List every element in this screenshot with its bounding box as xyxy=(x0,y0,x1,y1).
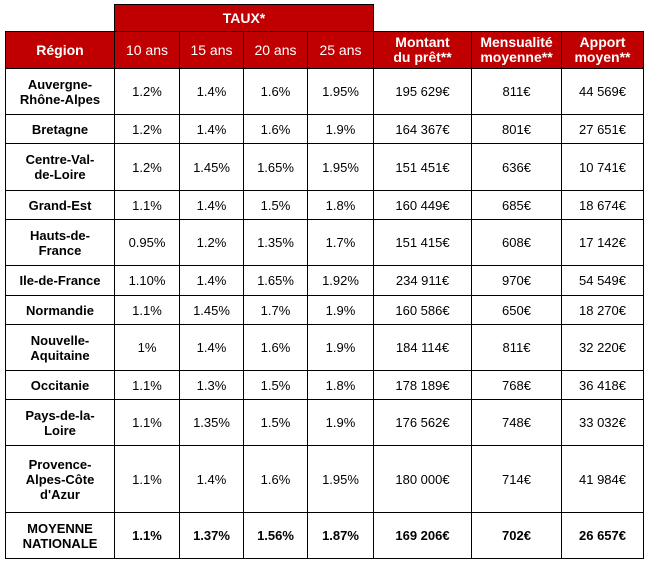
region-cell: Pays-de-la- Loire xyxy=(6,400,115,446)
apport-cell: 17 142€ xyxy=(562,220,644,266)
region-cell: Provence- Alpes-Côte d'Azur xyxy=(6,446,115,513)
r10-cell: 1.1% xyxy=(115,296,180,325)
region-cell: Grand-Est xyxy=(6,191,115,220)
montant-cell: 169 206€ xyxy=(374,513,472,559)
header-20-ans: 20 ans xyxy=(244,32,308,69)
mensualite-cell: 608€ xyxy=(472,220,562,266)
r20-cell: 1.6% xyxy=(244,69,308,115)
header-mensualite: Mensualité moyenne** xyxy=(472,32,562,69)
mensualite-cell: 748€ xyxy=(472,400,562,446)
r25-cell: 1.8% xyxy=(308,371,374,400)
r25-cell: 1.7% xyxy=(308,220,374,266)
header-25-ans: 25 ans xyxy=(308,32,374,69)
r25-cell: 1.9% xyxy=(308,115,374,144)
r25-cell: 1.95% xyxy=(308,144,374,191)
r10-cell: 1.1% xyxy=(115,191,180,220)
table-row xyxy=(6,144,644,191)
r10-cell: 1.10% xyxy=(115,266,180,296)
apport-cell: 41 984€ xyxy=(562,446,644,513)
r10-cell: 1.1% xyxy=(115,513,180,559)
region-cell: Centre-Val- de-Loire xyxy=(6,144,115,191)
r15-cell: 1.37% xyxy=(180,513,244,559)
mensualite-cell: 714€ xyxy=(472,446,562,513)
r25-cell: 1.8% xyxy=(308,191,374,220)
r10-cell: 1.1% xyxy=(115,400,180,446)
mensualite-cell: 768€ xyxy=(472,371,562,400)
region-cell: Normandie xyxy=(6,296,115,325)
r20-cell: 1.56% xyxy=(244,513,308,559)
table-row xyxy=(6,371,644,400)
r15-cell: 1.4% xyxy=(180,446,244,513)
header-montant: Montant du prêt** xyxy=(374,32,472,69)
r25-cell: 1.95% xyxy=(308,69,374,115)
mensualite-cell: 650€ xyxy=(472,296,562,325)
mensualite-cell: 801€ xyxy=(472,115,562,144)
r20-cell: 1.5% xyxy=(244,191,308,220)
table-row xyxy=(6,446,644,513)
apport-cell: 36 418€ xyxy=(562,371,644,400)
region-cell: Nouvelle- Aquitaine xyxy=(6,325,115,371)
r20-cell: 1.35% xyxy=(244,220,308,266)
header-10-ans: 10 ans xyxy=(115,32,180,69)
r20-cell: 1.5% xyxy=(244,371,308,400)
table-row xyxy=(6,400,644,446)
region-cell: Auvergne- Rhône-Alpes xyxy=(6,69,115,115)
r10-cell: 1.1% xyxy=(115,446,180,513)
r20-cell: 1.6% xyxy=(244,325,308,371)
r15-cell: 1.45% xyxy=(180,296,244,325)
table-row xyxy=(6,296,644,325)
header-15-ans: 15 ans xyxy=(180,32,244,69)
montant-cell: 178 189€ xyxy=(374,371,472,400)
montant-cell: 184 114€ xyxy=(374,325,472,371)
region-cell: Ile-de-France xyxy=(6,266,115,296)
table-row xyxy=(6,325,644,371)
montant-cell: 164 367€ xyxy=(374,115,472,144)
montant-cell: 180 000€ xyxy=(374,446,472,513)
r10-cell: 1.2% xyxy=(115,69,180,115)
r25-cell: 1.95% xyxy=(308,446,374,513)
mensualite-cell: 970€ xyxy=(472,266,562,296)
table-row xyxy=(6,69,644,115)
table-row xyxy=(6,191,644,220)
apport-cell: 44 569€ xyxy=(562,69,644,115)
r15-cell: 1.4% xyxy=(180,266,244,296)
montant-cell: 160 449€ xyxy=(374,191,472,220)
apport-cell: 33 032€ xyxy=(562,400,644,446)
montant-cell: 234 911€ xyxy=(374,266,472,296)
mensualite-cell: 685€ xyxy=(472,191,562,220)
header-region: Région xyxy=(6,32,115,69)
montant-cell: 151 451€ xyxy=(374,144,472,191)
r20-cell: 1.6% xyxy=(244,446,308,513)
table-row xyxy=(6,115,644,144)
montant-cell: 176 562€ xyxy=(374,400,472,446)
mortgage-rates-table xyxy=(5,4,644,559)
r10-cell: 1% xyxy=(115,325,180,371)
r15-cell: 1.4% xyxy=(180,325,244,371)
r25-cell: 1.9% xyxy=(308,325,374,371)
r10-cell: 0.95% xyxy=(115,220,180,266)
apport-cell: 54 549€ xyxy=(562,266,644,296)
apport-cell: 27 651€ xyxy=(562,115,644,144)
r20-cell: 1.7% xyxy=(244,296,308,325)
apport-cell: 18 674€ xyxy=(562,191,644,220)
r15-cell: 1.4% xyxy=(180,69,244,115)
r15-cell: 1.45% xyxy=(180,144,244,191)
total-row xyxy=(6,513,644,559)
r25-cell: 1.87% xyxy=(308,513,374,559)
blank-corner xyxy=(6,5,115,32)
table-row xyxy=(6,220,644,266)
apport-cell: 18 270€ xyxy=(562,296,644,325)
apport-cell: 26 657€ xyxy=(562,513,644,559)
montant-cell: 151 415€ xyxy=(374,220,472,266)
r20-cell: 1.65% xyxy=(244,144,308,191)
r15-cell: 1.4% xyxy=(180,191,244,220)
apport-cell: 32 220€ xyxy=(562,325,644,371)
montant-cell: 160 586€ xyxy=(374,296,472,325)
r10-cell: 1.1% xyxy=(115,371,180,400)
mensualite-cell: 811€ xyxy=(472,69,562,115)
region-cell: Hauts-de- France xyxy=(6,220,115,266)
r15-cell: 1.4% xyxy=(180,115,244,144)
blank-corner-right xyxy=(374,5,644,32)
taux-group-header: TAUX* xyxy=(115,5,374,32)
r15-cell: 1.35% xyxy=(180,400,244,446)
header-apport: Apport moyen** xyxy=(562,32,644,69)
r20-cell: 1.6% xyxy=(244,115,308,144)
mensualite-cell: 811€ xyxy=(472,325,562,371)
apport-cell: 10 741€ xyxy=(562,144,644,191)
r15-cell: 1.2% xyxy=(180,220,244,266)
mensualite-cell: 636€ xyxy=(472,144,562,191)
r15-cell: 1.3% xyxy=(180,371,244,400)
region-cell: MOYENNE NATIONALE xyxy=(6,513,115,559)
r25-cell: 1.92% xyxy=(308,266,374,296)
r10-cell: 1.2% xyxy=(115,115,180,144)
r20-cell: 1.65% xyxy=(244,266,308,296)
r25-cell: 1.9% xyxy=(308,296,374,325)
mensualite-cell: 702€ xyxy=(472,513,562,559)
r20-cell: 1.5% xyxy=(244,400,308,446)
montant-cell: 195 629€ xyxy=(374,69,472,115)
region-cell: Bretagne xyxy=(6,115,115,144)
r10-cell: 1.2% xyxy=(115,144,180,191)
table-row xyxy=(6,266,644,296)
r25-cell: 1.9% xyxy=(308,400,374,446)
region-cell: Occitanie xyxy=(6,371,115,400)
